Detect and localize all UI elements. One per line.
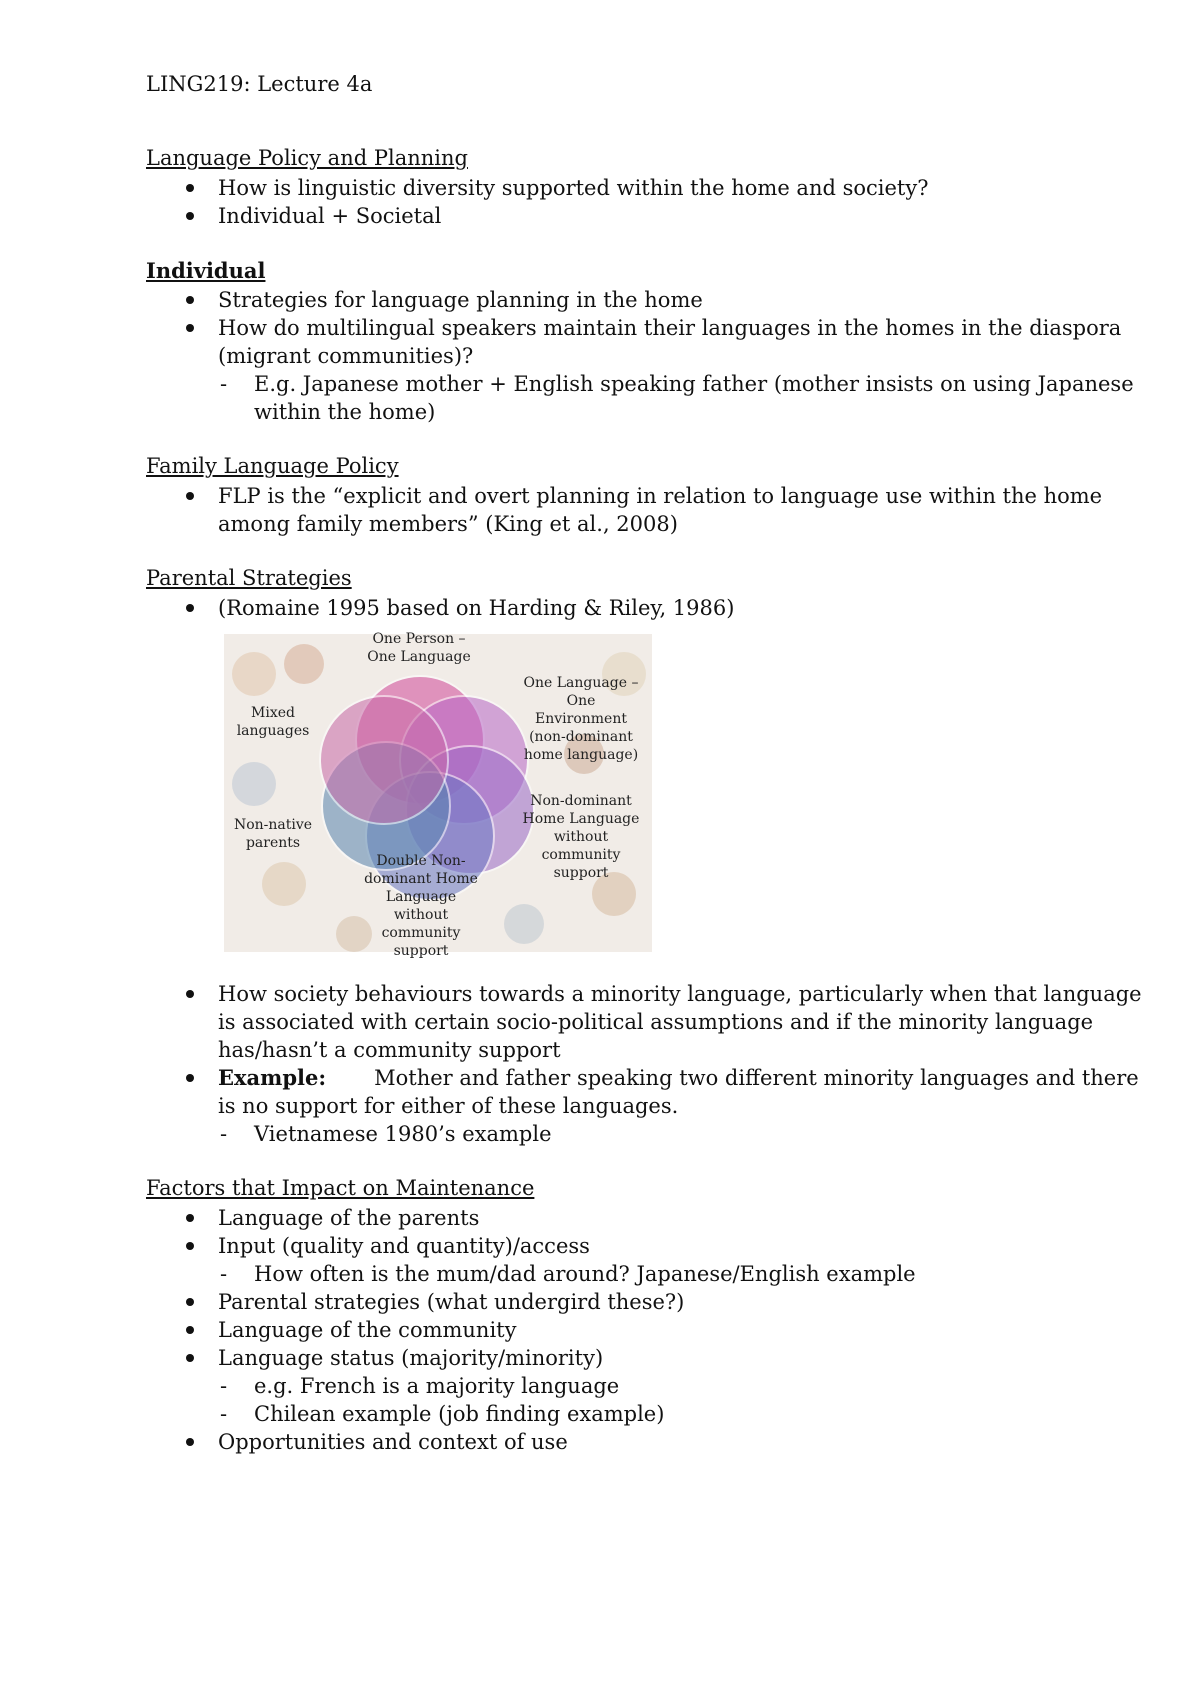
parental-strategies-diagram: [224, 631, 652, 959]
sub-item-continuation: within the home): [254, 400, 436, 424]
list-item: (Romaine 1995 based on Harding & Riley, 1986): [218, 596, 735, 620]
heading-family-language-policy: Family Language Policy: [146, 454, 399, 478]
sub-item: - E.g. Japanese mother + English speaking father (mother insists on using Japanese: [254, 370, 1134, 398]
list-item: Language of the parents: [218, 1206, 480, 1230]
label-one-person-one-language: One Person – One Language: [367, 631, 471, 665]
label-one-language-one-environment: One Language – One Environment (non-dominant home language): [523, 675, 639, 763]
heading-parental-strategies: Parental Strategies: [146, 566, 352, 590]
list-item: How do multilingual speakers maintain their languages in the homes in the diaspora: [218, 316, 1122, 340]
list-item-example: [218, 1064, 1139, 1092]
list-item-continuation: is no support for either of these languages.: [218, 1094, 679, 1118]
list-item: Parental strategies (what undergird these?): [218, 1290, 685, 1314]
list-item-continuation: is associated with certain socio-political assumptions and if the minority language: [218, 1010, 1094, 1034]
venn-circle: [320, 696, 448, 824]
list-item: Language status (majority/minority): [218, 1346, 604, 1370]
document-title: LING219: Lecture 4a: [146, 72, 373, 96]
list-item: Opportunities and context of use: [218, 1430, 568, 1454]
sub-item: - e.g. French is a majority language: [254, 1372, 619, 1400]
heading-factors: Factors that Impact on Maintenance: [146, 1176, 535, 1200]
list-item: Individual + Societal: [218, 204, 442, 228]
heading-individual: Individual: [146, 258, 266, 283]
label-non-native-parents: Non-native parents: [233, 817, 313, 851]
list-item: Input (quality and quantity)/access: [218, 1234, 590, 1258]
label-non-dominant-home-language: Non-dominant Home Language without community support: [522, 793, 640, 881]
list-item: FLP is the “explicit and overt planning in relation to language use within the home: [218, 484, 1103, 508]
list-item: Language of the community: [218, 1318, 517, 1342]
list-item-continuation: (migrant communities)?: [218, 344, 474, 368]
list-item-continuation: among family members” (King et al., 2008): [218, 512, 678, 536]
list-item: Strategies for language planning in the home: [218, 288, 703, 312]
sub-item: - Vietnamese 1980’s example: [254, 1120, 552, 1148]
list-item: How society behaviours towards a minority language, particularly when that language: [218, 982, 1142, 1006]
list-item-continuation: has/hasn’t a community support: [218, 1038, 561, 1062]
example-text: Mother and father speaking two different minority languages and there: [374, 1066, 1139, 1090]
sub-item: - Chilean example (job finding example): [254, 1400, 664, 1428]
sub-item: - How often is the mum/dad around? Japanese/English example: [254, 1260, 916, 1288]
label-mixed-languages: Mixed languages: [236, 705, 310, 739]
heading-language-policy: Language Policy and Planning: [146, 146, 468, 170]
label-double-non-dominant: Double Non- dominant Home Language without community support: [364, 853, 478, 959]
example-label: Example:: [218, 1065, 327, 1090]
list-item: How is linguistic diversity supported within the home and society?: [218, 176, 929, 200]
